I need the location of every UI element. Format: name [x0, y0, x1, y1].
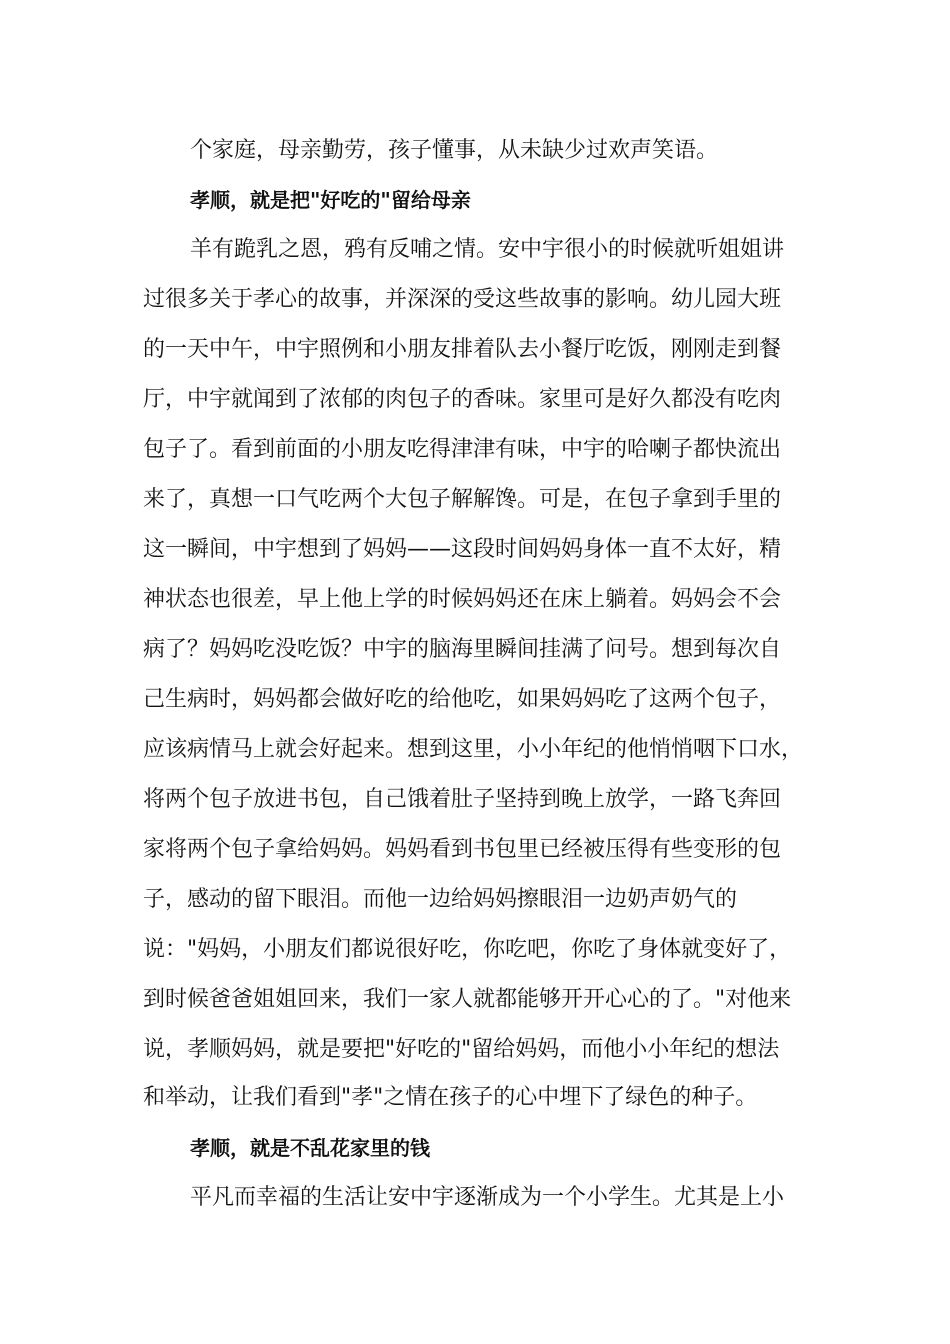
paragraph-line: 应该病情马上就会好起来。想到这里，小小年纪的他悄悄咽下口水，: [143, 737, 804, 762]
paragraph-line: 厅，中宇就闻到了浓郁的肉包子的香味。家里可是好久都没有吃肉: [143, 387, 782, 412]
paragraph-line: 说，孝顺妈妈，就是要把"好吃的"留给妈妈，而他小小年纪的想法: [143, 1037, 780, 1062]
paragraph-line: 神状态也很差，早上他上学的时候妈妈还在床上躺着。妈妈会不会: [143, 587, 782, 612]
section-heading: 孝顺，就是把"好吃的"留给母亲: [190, 188, 471, 212]
paragraph-line: 病了？妈妈吃没吃饭？中宇的脑海里瞬间挂满了问号。想到每次自: [143, 637, 782, 662]
paragraph-line: 这一瞬间，中宇想到了妈妈——这段时间妈妈身体一直不太好，精: [143, 537, 782, 562]
paragraph-line: 子，感动的留下眼泪。而他一边给妈妈擦眼泪一边奶声奶气的: [143, 887, 738, 912]
paragraph-line: 平凡而幸福的生活让安中宇逐渐成为一个小学生。尤其是上小: [190, 1185, 785, 1210]
paragraph-line: 己生病时，妈妈都会做好吃的给他吃，如果妈妈吃了这两个包子，: [143, 687, 782, 712]
paragraph-line: 说："妈妈，小朋友们都说很好吃，你吃吧，你吃了身体就变好了，: [143, 937, 792, 962]
paragraph-line: 过很多关于孝心的故事，并深深的受这些故事的影响。幼儿园大班: [143, 287, 782, 312]
paragraph-line: 和举动，让我们看到"孝"之情在孩子的心中埋下了绿色的种子。: [143, 1085, 758, 1110]
paragraph-line: 羊有跪乳之恩，鸦有反哺之情。安中宇很小的时候就听姐姐讲: [190, 237, 785, 262]
paragraph-line: 家将两个包子拿给妈妈。妈妈看到书包里已经被压得有些变形的包: [143, 837, 782, 862]
paragraph-line: 的一天中午，中宇照例和小朋友排着队去小餐厅吃饭，刚刚走到餐: [143, 337, 782, 362]
paragraph-line: 将两个包子放进书包，自己饿着肚子坚持到晚上放学，一路飞奔回: [143, 787, 782, 812]
paragraph-line: 包子了。看到前面的小朋友吃得津津有味，中宇的哈喇子都快流出: [143, 437, 782, 462]
section-heading: 孝顺，就是不乱花家里的钱: [190, 1136, 430, 1160]
paragraph-line: 来了，真想一口气吃两个大包子解解馋。可是，在包子拿到手里的: [143, 487, 782, 512]
paragraph-line: 到时候爸爸姐姐回来，我们一家人就都能够开开心心的了。"对他来: [143, 987, 792, 1012]
paragraph-line: 个家庭，母亲勤劳，孩子懂事，从未缺少过欢声笑语。: [190, 138, 719, 163]
